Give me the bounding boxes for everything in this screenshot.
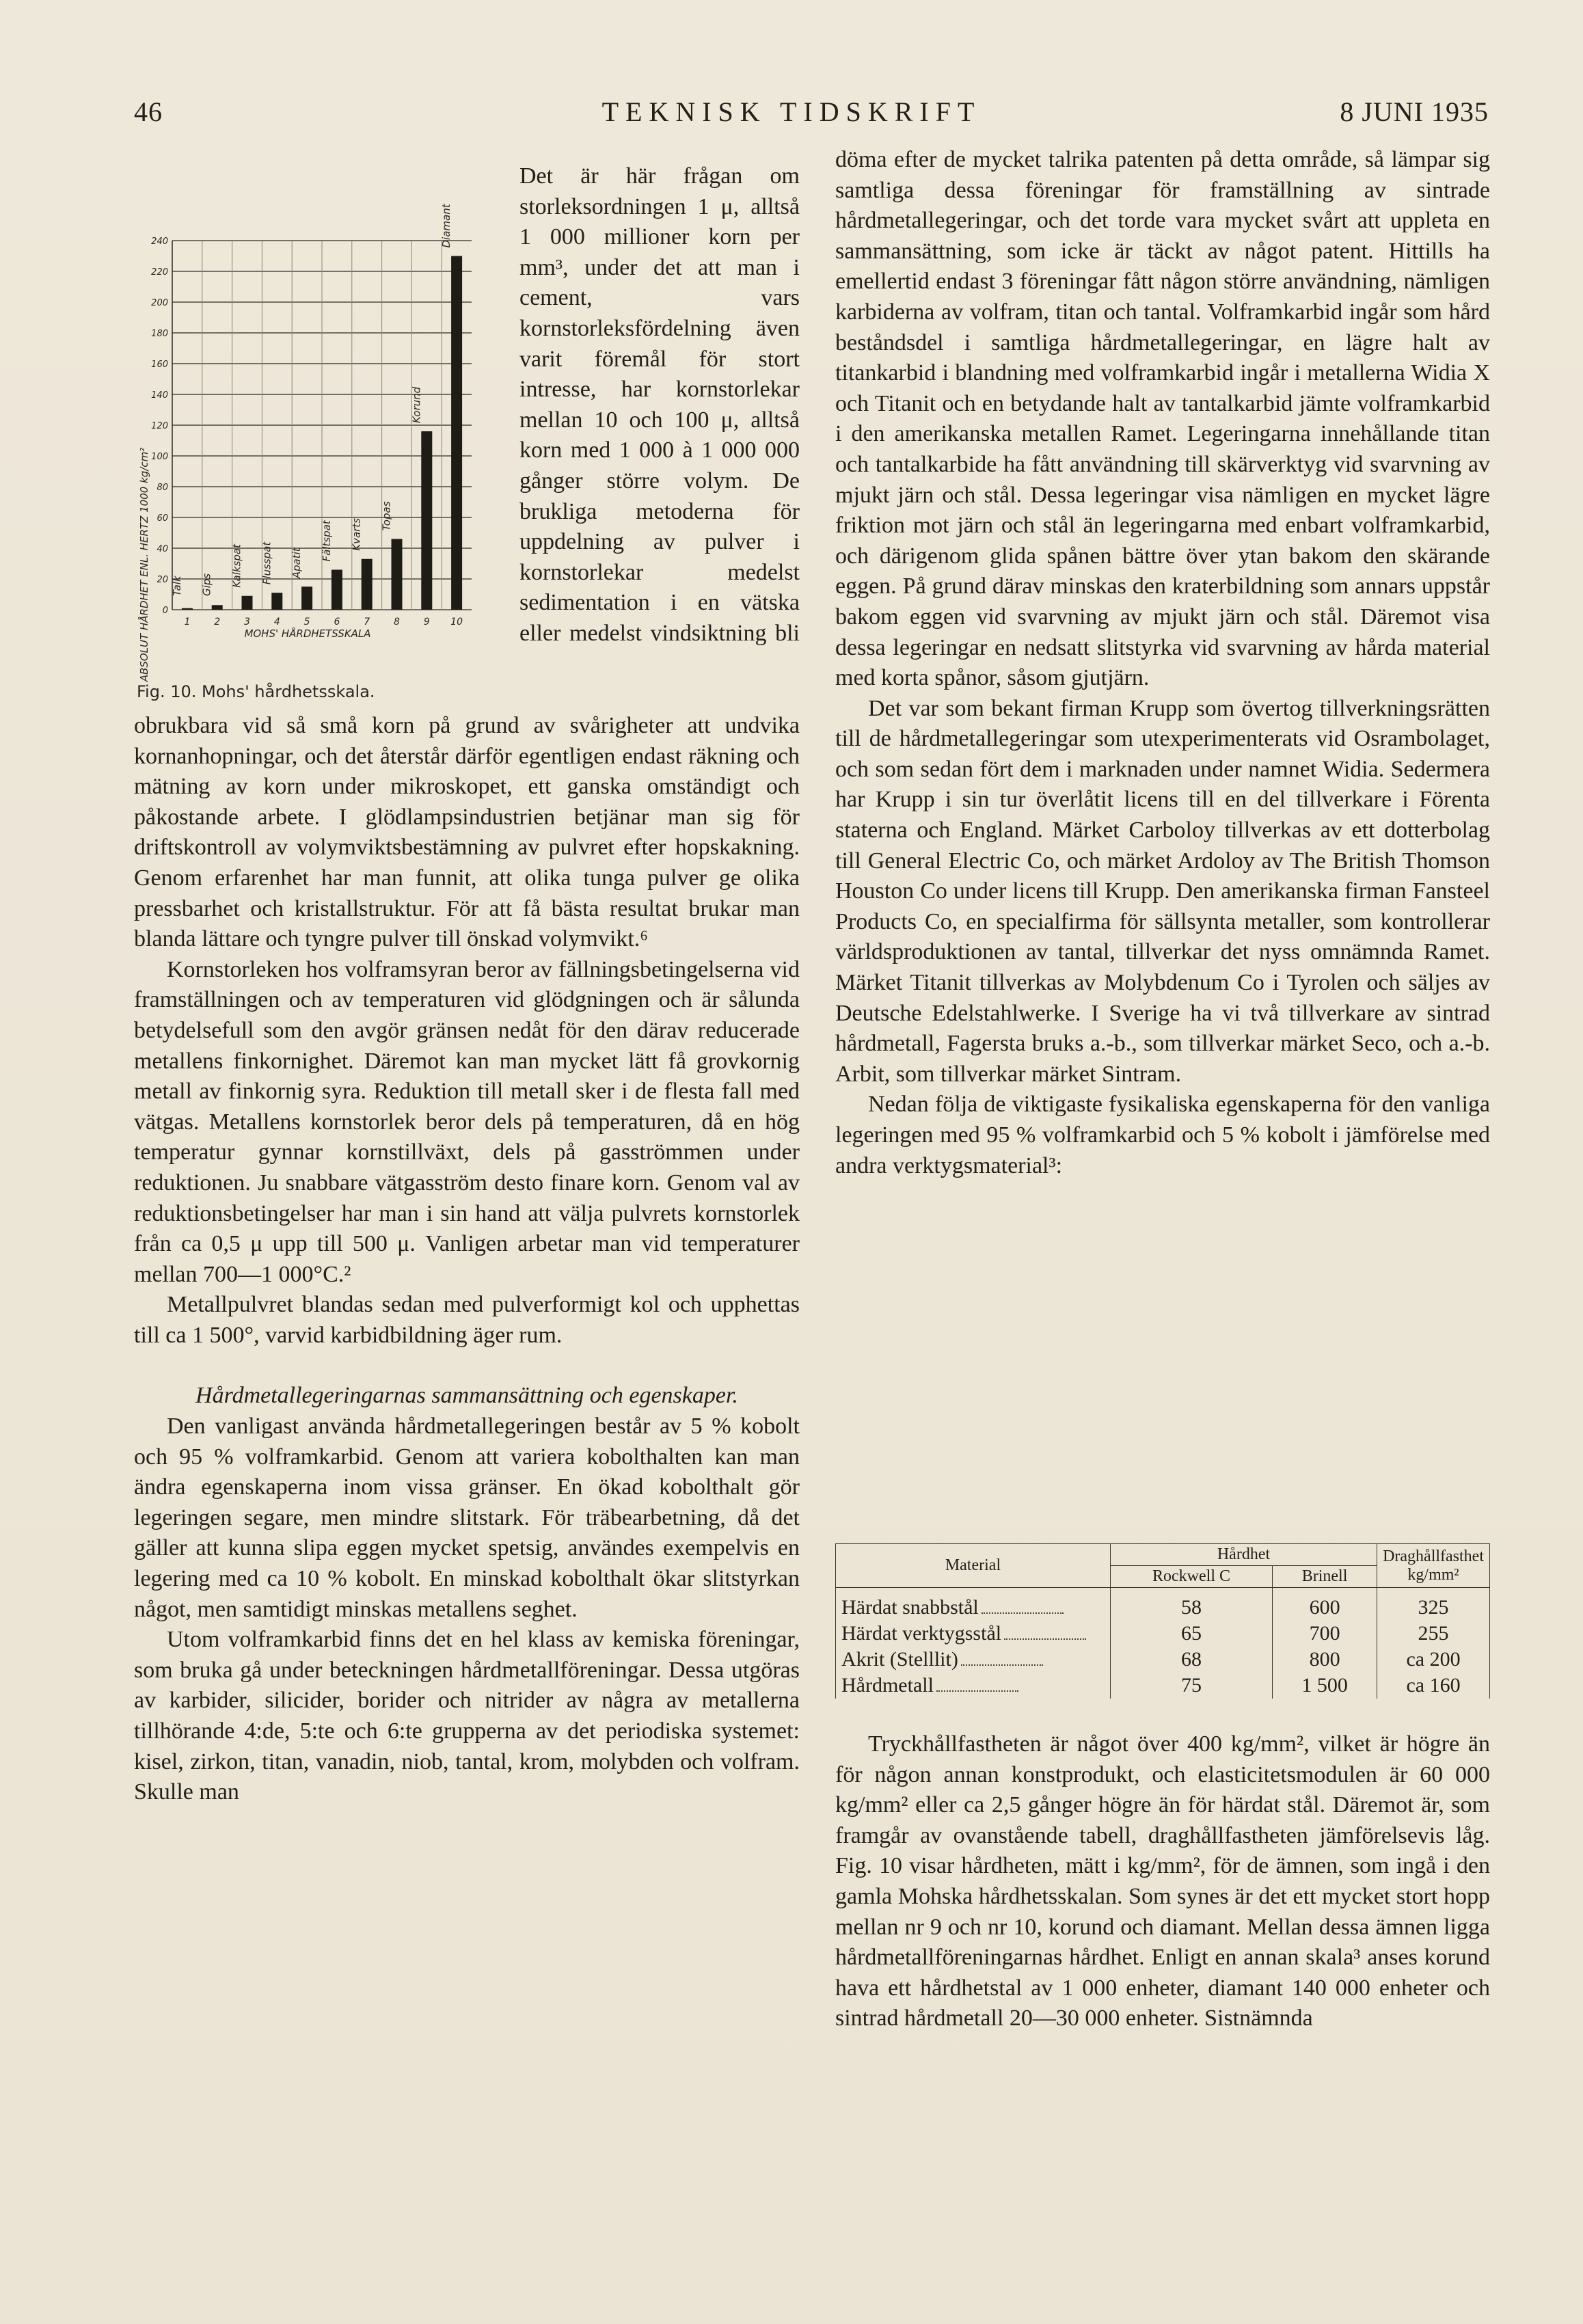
category-label: Kvarts: [350, 517, 363, 551]
x-tick-label: 8: [394, 617, 400, 627]
x-tick-label: 9: [423, 617, 430, 627]
bar: [362, 559, 373, 610]
page-number: 46: [134, 96, 163, 127]
category-label: Apatit: [290, 548, 303, 579]
left-column-main: [134, 711, 800, 1808]
x-tick-label: 2: [214, 617, 221, 627]
col-rockwell: Rockwell C: [1110, 1566, 1272, 1588]
table-row: [836, 1588, 1490, 1621]
category-label: Talk: [170, 576, 183, 596]
y-tick-label: 240: [151, 237, 168, 247]
y-tick-label: 100: [151, 452, 168, 462]
paragraph: Det var som bekant firman Krupp som övertog tillverkningsrätten till de hårdmetallegeringar som utexperimenterats vid Osrambolaget, och som sedan fört dem i marknaden under namnet Widia. Sedermera har Krupp i sin tur överlåtit licens till en del tillverkare i Förenta staterna och England. Märket Carboloy tillverkas av ett dotterbolag till General Electric Co, och märket Ardoloy av The British Thomson Houston Co under licens till Krupp. Den amerikanska firman Fansteel Products Co, en specialfirma för sällsynta metaller, som kontrollerar världsproduktionen av tantal, tillverkar det nyss omnämnda Ramet. Märket Titanit tillverkas av Molybdenum Co i Tyrolen och säljes av Deutsche Edelstahlwerke. I Sverige ha vi två tillverkare av sintrad hårdmetall, Fagersta bruks a.-b., som tillverkar märket Seco, och a.-b. Arbit, som tillverkar märket Sintram.: [835, 695, 1490, 1087]
table-row: [836, 1647, 1490, 1673]
x-tick-label: 10: [450, 617, 463, 627]
cell-brinell: 800: [1273, 1647, 1377, 1673]
category-label: Kalkspat: [230, 543, 243, 588]
x-axis-label: MOHS' HÅRDHETSSKALA: [244, 627, 371, 640]
issue-date: 8 JUNI 1935: [1340, 96, 1489, 127]
y-tick-label: 20: [157, 575, 168, 585]
cell-rockwell: 58: [1110, 1588, 1272, 1621]
paragraph: obrukbara vid så små korn på grund av svårigheter att undvika kornanhopningar, och det återstår därför egentligen endast räkning och mätning av korn under mikroskopet, ett ganska omständigt och påkostande arbete. I glödlampsindustrien betjänar man sig för driftskontroll av volymviktsbestämning av pulvret efter hopskakning. Genom erfarenhet har man funnit, att olika tunga pulver ge olika pressbarhet och kristallstruktur. För att få bästa resultat brukar man blanda lättare och tyngre pulver till önskad volymvikt.⁶: [134, 713, 800, 952]
x-tick-label: 5: [303, 617, 310, 627]
cell-tensile: 325: [1377, 1588, 1490, 1621]
figure-caption: Fig. 10. Mohs' hårdhetsskala.: [137, 682, 375, 701]
category-label: Fältspat: [320, 520, 333, 562]
bar: [421, 431, 432, 610]
cell-rockwell: 75: [1110, 1673, 1272, 1699]
paragraph: Den vanligast använda hårdmetallegeringen består av 5 % kobolt och 95 % volframkarbid. Genom att variera kobolthalten kan man ändra egenskaperna inom vissa gränser. En ökad kobolthalt gör legeringen segare, men mindre slitstark. För träbearbetning, då det gäller att kunna slipa eggen mycket spetsig, användes exempelvis en legering med ca 10 % kobolt. En minskad kobolthalt ökar slitstyrkan något, men samtidigt minskas metallens seghet.: [134, 1414, 800, 1622]
y-tick-label: 0: [162, 606, 168, 616]
table-row: [836, 1673, 1490, 1699]
cell-rockwell: 68: [1110, 1647, 1272, 1673]
bar: [271, 593, 282, 610]
x-tick-label: 6: [334, 617, 340, 627]
cell-tensile: 255: [1377, 1621, 1490, 1647]
category-label: Gips: [200, 573, 213, 596]
y-tick-label: 140: [151, 390, 168, 401]
cell-material: Härdat snabbstål: [836, 1588, 1111, 1621]
cell-tensile: ca 160: [1377, 1673, 1490, 1699]
paragraph: Utom volframkarbid finns det en hel klass av kemiska föreningar, som bruka gå under beteckningen hårdmetallföreningar. Dessa utgöras av karbider, silicider, borider och nitrider av några av metallerna tillhörande 4:de, 5:te och 6:te grupperna av det periodiska systemet: kisel, zirkon, titan, vanadin, niob, tantal, krom, molybden och volfram. Skulle man: [134, 1627, 800, 1805]
cell-brinell: 700: [1273, 1621, 1377, 1647]
col-brinell: Brinell: [1273, 1566, 1377, 1588]
y-tick-label: 60: [157, 513, 168, 524]
left-column-upper: [519, 161, 800, 649]
y-tick-label: 160: [151, 360, 168, 370]
x-tick-label: 3: [244, 617, 250, 627]
cell-tensile: ca 200: [1377, 1647, 1490, 1673]
cell-material: Hårdmetall: [836, 1673, 1111, 1699]
y-tick-label: 200: [151, 298, 168, 308]
col-material: Material: [836, 1544, 1111, 1588]
bar: [212, 605, 223, 610]
bar: [392, 539, 403, 610]
journal-title: TEKNISK TIDSKRIFT: [601, 96, 982, 127]
category-label: Korund: [410, 386, 423, 423]
bar: [301, 586, 312, 610]
category-label: Flusspat: [260, 541, 273, 585]
category-label: Diamant: [440, 204, 453, 248]
paragraph: Nedan följa de viktigaste fysikaliska egenskaperna för den vanliga legeringen med 95 % volframkarbid och 5 % kobolt i jämförelse med andra verktygsmaterial³:: [835, 1092, 1490, 1178]
cell-material: Akrit (Stelllit): [836, 1647, 1111, 1673]
y-axis-label: ABSOLUT HÅRDHET ENL. HERTZ 1000 kg/cm²: [138, 447, 150, 682]
table-row: [836, 1621, 1490, 1647]
y-tick-label: 220: [151, 267, 168, 278]
cell-rockwell: 65: [1110, 1621, 1272, 1647]
bar: [451, 256, 462, 610]
cell-brinell: 1 500: [1273, 1673, 1377, 1699]
cell-brinell: 600: [1273, 1588, 1377, 1621]
y-tick-label: 40: [157, 544, 168, 554]
paragraph: Metallpulvret blandas sedan med pulverformigt kol och upphettas till ca 1 500°, varvid karbidbildning äger rum.: [134, 1292, 800, 1348]
paragraph: döma efter de mycket talrika patenten på detta område, så lämpar sig samtliga dessa föreningar för framställning av sintrade hårdmetallegeringar, och det torde vara mycket svårt att uppleta en sammansättning, som icke är täckt av något patent. Hittills ha emellertid endast 3 föreningar fått någon större användning, nämligen karbiderna av volfram, titan och tantal. Volframkarbid ingår som hård beståndsdel i samtliga hårdmetallegeringar, en lägre halt av titankarbid i blandning med volframkarbid ingår i metallerna Widia X och Titanit och en betydande halt av tantalkarbid jämte volframkarbid i den amerikanska metallen Ramet. Legeringarna innehållande titan och tantalkarbide ha fått användning till skärverktyg vid svarvning av mjukt järn och stål. Dessa legeringar visa nämligen en mycket lägre friktion mot järn och stål än legeringarna med enbart volframkarbid, och därigenom glida spånen bättre över ytan bakom den skärande eggen. På grund därav minskas den kraterbildning som annars uppstår bakom eggen vid svarvning av mjukt järn och stål. Däremot visa dessa legeringar en nedsatt slitstyrka vid svarvning av hårda material med korta spånor, såsom gjutjärn.: [835, 147, 1490, 691]
x-tick-labels: [184, 617, 463, 627]
right-column-lower: [835, 1729, 1490, 2034]
x-tick-label: 4: [273, 617, 280, 627]
x-tick-label: 1: [184, 617, 191, 627]
col-tensile: Draghållfasthet kg/mm²: [1377, 1544, 1490, 1588]
category-label: Topas: [380, 501, 393, 531]
material-properties-table: [835, 1543, 1490, 1699]
bar: [242, 596, 253, 610]
category-labels: [171, 203, 452, 596]
bar: [332, 570, 342, 610]
paragraph: Det är här frågan om storleksordningen 1 μ, alltså 1 000 millioner korn per mm³, under det att man i cement, vars kornstorleksfördelning även varit föremål för stort intresse, har kornstorlekar mellan 10 och 100 μ, alltså korn med 1 000 à 1 000 000 gånger större volym. De brukliga metoderna för uppdelning av pulver i kornstorlekar medelst sedimentation i en vätska eller medelst vindsiktning bli: [519, 163, 800, 646]
mohs-hardness-chart: [137, 148, 492, 715]
y-tick-labels: [151, 237, 168, 616]
bar: [182, 608, 193, 610]
col-hardness: Hårdhet: [1110, 1544, 1377, 1566]
paragraph: Kornstorleken hos volframsyran beror av fällningsbetingelserna vid framställningen och av temperaturen vid glödgningen och är sålunda betydelsefull som den avgör gränsen nedåt för den därav reducerade metallens finkornighet. Däremot kan man mycket lätt få grovkornig metall av finkornig syra. Reduktion till metall sker i de flesta fall med vätgas. Metallens kornstorlek beror dels på temperaturen, då en hög temperatur gynnar kornstillväxt, dels på gasströmmen under reduktionen. Ju snabbare vätgasström desto finare korn. Genom val av reduktionsbetingelser har man i sin hand att välja pulvrets kornstorlek från ca 0,5 μ upp till 500 μ. Vanligen arbetar man vid temperaturer mellan 700—1 000°C.²: [134, 956, 800, 1287]
x-tick-label: 7: [364, 617, 370, 627]
right-column-main: [835, 145, 1490, 1181]
y-tick-label: 80: [157, 483, 168, 493]
y-tick-label: 120: [151, 421, 168, 431]
y-tick-label: 180: [151, 329, 168, 339]
section-title: Hårdmetallegeringarnas sammansättning och egenskaper.: [195, 1383, 738, 1409]
paragraph: Tryckhållfastheten är något över 400 kg/mm², vilket är högre än för någon annan konstprodukt, och elasticitetsmodulen är 60 000 kg/mm² eller ca 2,5 gånger högre än för härdat stål. Däremot är, som framgår av ovanstående tabell, draghållfastheten jämförelsevis låg. Fig. 10 visar hårdheten, mätt i kg/mm², för de ämnen, som ingå i den gamla Mohska hårdhetsskalan. Som synes är det ett mycket stort hopp mellan nr 9 och nr 10, korund och diamant. Mellan dessa ämnen ligga hårdmetallföreningarnas hårdhet. Enligt en annan skala³ anses korund hava ett hårdhetstal av 1 000 enheter, diamant 140 000 enheter och sintrad hårdmetall 20—30 000 enheter. Sistnämnda: [835, 1731, 1490, 2031]
cell-material: Härdat verktygsstål: [836, 1621, 1111, 1647]
